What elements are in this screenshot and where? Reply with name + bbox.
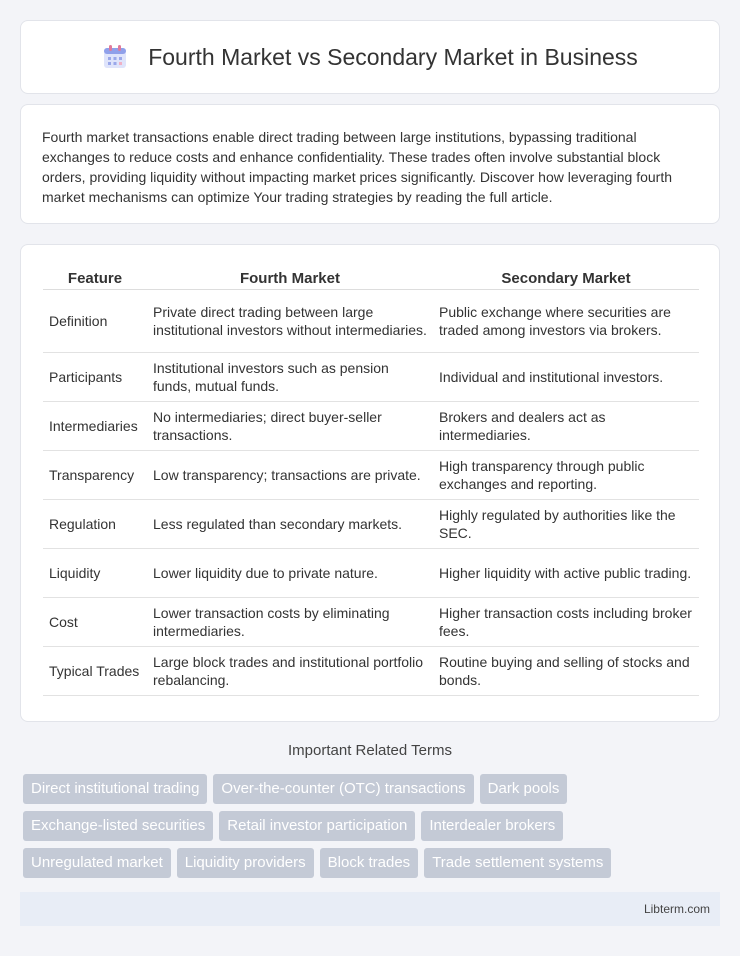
table-row: [43, 500, 699, 549]
page-title: Fourth Market vs Secondary Market in Business: [148, 43, 638, 70]
footer: [20, 892, 720, 926]
tag-interdealer-brokers[interactable]: Interdealer brokers: [421, 811, 563, 841]
table-header-row: [43, 267, 699, 290]
column-header: Secondary Market: [433, 267, 699, 290]
table-row: [43, 549, 699, 598]
table-cell: Typical Trades: [43, 647, 147, 696]
footer-site-link[interactable]: Libterm.com: [643, 902, 710, 916]
tag-dark-pools[interactable]: Dark pools: [480, 774, 568, 804]
table-cell: Lower transaction costs by eliminating intermediaries.: [147, 598, 433, 647]
table-cell: Transparency: [43, 451, 147, 500]
table-cell: Definition: [43, 290, 147, 353]
table-cell: Public exchange where securities are traded among investors via brokers.: [433, 290, 699, 353]
table-cell: Low transparency; transactions are private.: [147, 451, 433, 500]
table-row: [43, 290, 699, 353]
table-cell: Institutional investors such as pension funds, mutual funds.: [147, 353, 433, 402]
table-cell: Less regulated than secondary markets.: [147, 500, 433, 549]
intro-text: Fourth market transactions enable direct trading between large institutions, bypassing traditional exchanges to reduce costs and enhance confidentiality. These trades often involve substantial block orders, providing liquidity without impacting market prices significantly. Discover how leveraging fourth market mechanisms can optimize Your trading strategies by reading the full article.: [42, 129, 673, 205]
table-cell: Higher liquidity with active public trading.: [433, 549, 699, 598]
calendar-icon: [102, 44, 128, 70]
table-cell: Higher transaction costs including broker fees.: [433, 598, 699, 647]
related-terms-tags: [23, 774, 703, 885]
table-cell: Regulation: [43, 500, 147, 549]
tag-row: [23, 774, 703, 804]
table-row: [43, 451, 699, 500]
table-cell: High transparency through public exchanges and reporting.: [433, 451, 699, 500]
tag-unregulated-market[interactable]: Unregulated market: [23, 848, 171, 878]
tag-row: [23, 848, 703, 878]
table-cell: Lower liquidity due to private nature.: [147, 549, 433, 598]
table-cell: Brokers and dealers act as intermediaries.: [433, 402, 699, 451]
table-cell: No intermediaries; direct buyer-seller transactions.: [147, 402, 433, 451]
column-header: Feature: [43, 267, 147, 290]
tag-retail-investor-participation[interactable]: Retail investor participation: [219, 811, 415, 841]
comparison-table-card: [20, 244, 720, 722]
table-cell: Participants: [43, 353, 147, 402]
tag-row: [23, 811, 703, 841]
table-row: [43, 598, 699, 647]
table-row: [43, 647, 699, 696]
table-row: [43, 402, 699, 451]
tag-direct-institutional-trading[interactable]: Direct institutional trading: [23, 774, 207, 804]
table-cell: Intermediaries: [43, 402, 147, 451]
tag-liquidity-providers[interactable]: Liquidity providers: [177, 848, 314, 878]
related-terms-title: Important Related Terms: [288, 742, 452, 759]
table-cell: Large block trades and institutional portfolio rebalancing.: [147, 647, 433, 696]
table-cell: Individual and institutional investors.: [433, 353, 699, 402]
table-row: [43, 353, 699, 402]
comparison-table: [43, 267, 699, 696]
tag-block-trades[interactable]: Block trades: [320, 848, 419, 878]
table-cell: Private direct trading between large institutional investors without intermediaries.: [147, 290, 433, 353]
table-cell: Routine buying and selling of stocks and bonds.: [433, 647, 699, 696]
tag-otc-transactions[interactable]: Over-the-counter (OTC) transactions: [213, 774, 473, 804]
table-cell: Cost: [43, 598, 147, 647]
table-cell: Liquidity: [43, 549, 147, 598]
table-cell: Highly regulated by authorities like the SEC.: [433, 500, 699, 549]
tag-trade-settlement-systems[interactable]: Trade settlement systems: [424, 848, 611, 878]
intro-card: [20, 104, 720, 224]
tag-exchange-listed-securities[interactable]: Exchange-listed securities: [23, 811, 213, 841]
header-card: [20, 20, 720, 94]
column-header: Fourth Market: [147, 267, 433, 290]
